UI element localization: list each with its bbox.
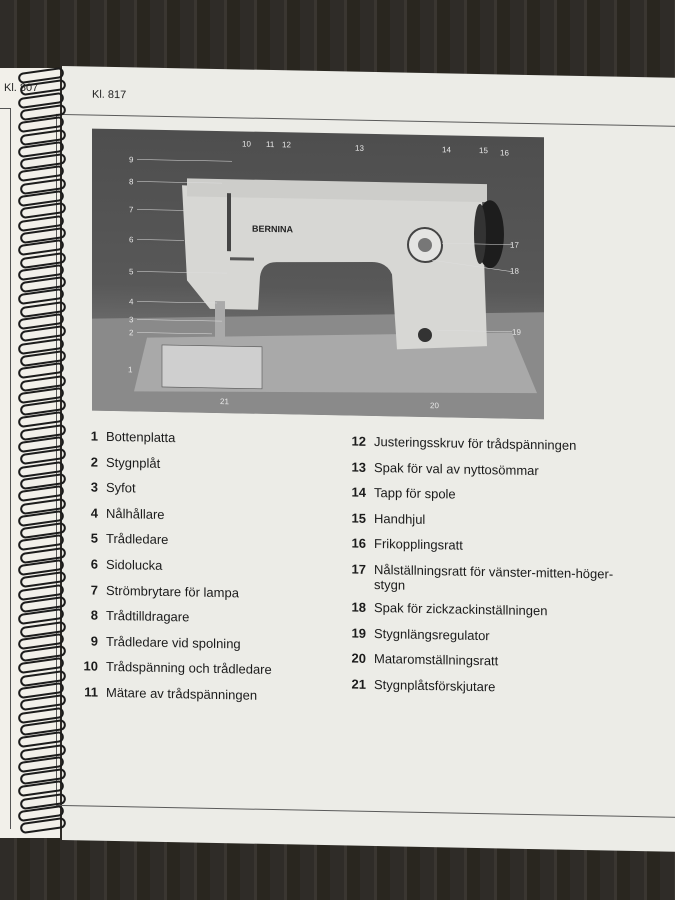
spiral-binding [18, 70, 86, 840]
list-item: 13 Spak för val av nyttosömmar [351, 459, 539, 478]
callout-17: 17 [510, 240, 519, 250]
list-item: 21 Stygnplåtsförskjutare [351, 676, 496, 695]
callout-13: 13 [355, 143, 364, 153]
list-item: 3 Syfot [90, 479, 136, 496]
callout-6: 6 [129, 235, 134, 245]
callout-5: 5 [129, 267, 134, 277]
callout-11: 11 [266, 139, 275, 150]
list-item: 12 Justeringsskruv för trådspänningen [351, 433, 577, 453]
list-item: 20 Mataromställningsratt [351, 650, 499, 669]
brand-logo: BERNINA [252, 223, 294, 235]
list-item: 9 Trådledare vid spolning [90, 633, 241, 652]
callout-3: 3 [129, 315, 134, 325]
list-item: 16 Frikopplingsratt [351, 535, 463, 554]
callout-15: 15 [479, 146, 488, 156]
callout-19: 19 [512, 327, 521, 337]
callout-10: 10 [242, 139, 251, 149]
list-item: 1 Bottenplatta [90, 428, 176, 446]
list-item: 7 Strömbrytare för lampa [90, 582, 239, 600]
left-page-frame [0, 108, 11, 829]
list-item: 5 Trådledare [90, 530, 169, 548]
left-page-tab: Kl. 807 [4, 82, 39, 94]
callout-9: 9 [129, 155, 134, 165]
list-item: 17 Nålställningsratt för vänster-mitten-höger-stygn [351, 561, 614, 593]
sewing-machine-photo [92, 129, 544, 420]
right-page-tab: Kl. 817 [92, 88, 127, 102]
callout-1: 1 [128, 365, 133, 375]
callout-4: 4 [129, 297, 134, 307]
callout-8: 8 [129, 177, 134, 187]
callout-18: 18 [510, 266, 519, 276]
list-item: 2 Stygnplåt [90, 454, 161, 471]
legend-left-column [76, 428, 326, 714]
list-item: 14 Tapp för spole [351, 484, 456, 502]
list-item: 15 Handhjul [351, 510, 426, 527]
callout-7: 7 [129, 205, 134, 215]
callout-20: 20 [430, 401, 439, 411]
list-item: 4 Nålhållare [90, 505, 165, 522]
list-item: 10 Trådspänning och trådledare [83, 658, 272, 678]
list-item: 11 Mätare av trådspänningen [84, 684, 258, 703]
callout-12: 12 [282, 140, 291, 150]
right-page [62, 66, 675, 852]
callout-16: 16 [500, 148, 509, 158]
list-item: 18 Spak för zickzackinställningen [351, 599, 548, 619]
list-item: 19 Stygnlängsregulator [351, 625, 490, 643]
list-item: 8 Trådtilldragare [90, 607, 190, 625]
legend-right-column [344, 433, 634, 707]
callout-2: 2 [129, 328, 134, 338]
sewing-machine-illustration [92, 129, 544, 420]
callout-14: 14 [442, 145, 451, 155]
callout-21: 21 [220, 397, 229, 407]
list-item: 6 Sidolucka [90, 556, 163, 573]
